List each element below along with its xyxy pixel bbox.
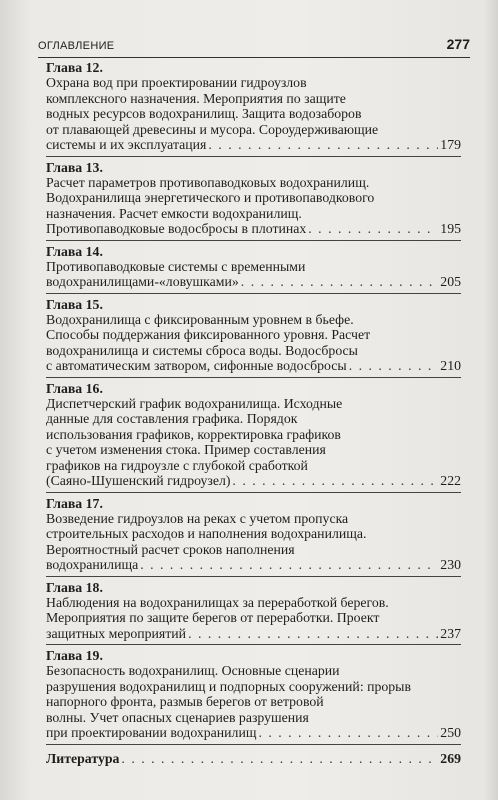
dot-leader bbox=[349, 358, 439, 374]
chapter-title-line: от плавающей древесины и мусора. Сороудерживающие bbox=[46, 121, 379, 137]
chapter-heading: Глава 14. bbox=[46, 243, 103, 259]
header-divider bbox=[38, 57, 470, 58]
chapter-divider bbox=[46, 240, 461, 241]
chapter-title-line: Диспетчерский график водохранилища. Исходные bbox=[46, 395, 343, 411]
chapter-title-line: водных ресурсов водохранилищ. Защита водозаборов bbox=[46, 106, 362, 121]
dot-leader bbox=[140, 557, 438, 573]
chapter-title-line: водохранилищами-«ловушками» bbox=[46, 274, 239, 289]
chapter-title-line: Водохранилища энергетического и противопаводкового bbox=[46, 190, 375, 205]
chapter-page-number: 179 bbox=[440, 137, 461, 152]
running-title: ОГЛАВЛЕНИЕ bbox=[38, 40, 115, 52]
toc-chapter bbox=[46, 381, 461, 493]
chapter-divider bbox=[46, 576, 461, 577]
chapter-heading: Глава 17. bbox=[46, 495, 103, 511]
chapter-title-line: строительных расходов и наполнения водохранилища. bbox=[46, 526, 367, 541]
chapter-title-line: системы и их эксплуатация bbox=[46, 137, 207, 152]
toc-entry-line bbox=[46, 137, 461, 153]
chapter-page-number: 195 bbox=[440, 221, 461, 236]
chapter-divider bbox=[46, 377, 461, 378]
chapter-title-line: Водохранилища с фиксированным уровнем в бьефе. bbox=[46, 311, 354, 327]
chapter-page-number: 237 bbox=[440, 625, 461, 641]
chapter-page-number: 222 bbox=[440, 473, 461, 488]
chapter-title-line: использования графиков, корректировка графиков bbox=[46, 426, 341, 442]
chapter-title-line: водохранилища bbox=[46, 557, 139, 572]
chapter-heading: Глава 16. bbox=[46, 380, 103, 396]
literature-entry bbox=[46, 751, 461, 767]
toc-chapter bbox=[46, 160, 461, 241]
chapter-title-line: защитных мероприятий bbox=[46, 625, 187, 641]
chapter-title-line: с учетом изменения стока. Пример составления bbox=[46, 442, 326, 457]
chapter-title-line: комплексного назначения. Мероприятия по защите bbox=[46, 90, 346, 106]
chapter-title-line: с автоматическим затвором, сифонные водосбросы bbox=[46, 358, 347, 373]
toc-entry-line bbox=[46, 473, 461, 489]
chapter-page-number: 250 bbox=[440, 725, 461, 740]
dot-leader bbox=[121, 751, 438, 767]
chapter-title-line: Наблюдения на водохранилищах за переработкой берегов. bbox=[46, 594, 389, 610]
toc-entry-line bbox=[46, 725, 461, 741]
chapter-page-number: 205 bbox=[440, 274, 461, 289]
page-header bbox=[38, 36, 470, 54]
table-of-contents bbox=[46, 60, 461, 766]
chapter-page-number: 230 bbox=[440, 557, 461, 572]
chapter-title-line: графиков на гидроузле с глубокой сработкой bbox=[46, 457, 308, 473]
chapter-title-line: данные для составления графика. Порядок bbox=[46, 411, 298, 426]
toc-entry-line bbox=[46, 358, 461, 374]
dot-leader bbox=[232, 473, 438, 489]
chapter-divider bbox=[46, 492, 461, 493]
toc-chapter bbox=[46, 60, 461, 157]
chapter-heading: Глава 19. bbox=[46, 648, 103, 663]
dot-leader bbox=[308, 221, 438, 237]
page-number: 277 bbox=[446, 36, 470, 52]
chapter-title-line: разрушения водохранилищ и подпорных сооружений: прорыв bbox=[46, 678, 411, 694]
dot-leader bbox=[258, 725, 438, 741]
literature-page-number: 269 bbox=[440, 750, 461, 766]
toc-entry-line bbox=[46, 626, 461, 642]
toc-chapter bbox=[46, 244, 461, 294]
toc-chapter bbox=[46, 580, 461, 646]
chapter-heading: Глава 18. bbox=[46, 579, 103, 595]
dot-leader bbox=[208, 137, 438, 153]
literature-label: Литература bbox=[46, 750, 120, 766]
chapter-title-line: водохранилища и системы сброса воды. Водосбросы bbox=[46, 342, 358, 358]
chapter-divider bbox=[46, 293, 461, 294]
toc-chapter bbox=[46, 648, 461, 745]
toc-entry-line bbox=[46, 221, 461, 237]
chapter-title-line: при проектировании водохранилищ bbox=[46, 725, 257, 740]
toc-chapter bbox=[46, 496, 461, 577]
chapter-title-line: напорного фронта, размыв берегов от ветровой bbox=[46, 694, 324, 709]
chapter-heading: Глава 13. bbox=[46, 159, 103, 175]
chapter-title-line: Противопаводковые водосбросы в плотинах bbox=[46, 221, 307, 236]
chapter-heading: Глава 15. bbox=[46, 296, 103, 312]
chapter-title-line: волны. Учет опасных сценариев разрушения bbox=[46, 709, 309, 725]
chapter-divider bbox=[46, 644, 461, 645]
chapter-title-line: Расчет параметров противопаводковых водохранилищ. bbox=[46, 174, 370, 190]
chapter-title-line: Способы поддержания фиксированного уровня. Расчет bbox=[46, 327, 371, 342]
chapter-title-line: Безопасность водохранилищ. Основные сценарии bbox=[46, 663, 340, 678]
chapter-title-line: Мероприятия по защите берегов от переработки. Проект bbox=[46, 610, 380, 625]
toc-entry-line bbox=[46, 274, 461, 290]
dot-leader bbox=[188, 626, 438, 642]
toc-chapter bbox=[46, 297, 461, 378]
toc-entry-line bbox=[46, 557, 461, 573]
chapter-title-line: назначения. Расчет емкости водохранилищ. bbox=[46, 205, 302, 221]
chapter-heading: Глава 12. bbox=[46, 60, 103, 75]
chapter-title-line: Охрана вод при проектировании гидроузлов bbox=[46, 75, 307, 90]
chapter-divider bbox=[46, 156, 461, 157]
chapter-title-line: Противопаводковые системы с временными bbox=[46, 258, 306, 274]
chapter-divider bbox=[46, 744, 461, 745]
dot-leader bbox=[241, 274, 439, 290]
chapter-title-line: Возведение гидроузлов на реках с учетом пропуска bbox=[46, 510, 349, 526]
chapter-title-line: Вероятностный расчет сроков наполнения bbox=[46, 541, 295, 557]
chapter-page-number: 210 bbox=[440, 358, 461, 373]
chapter-title-line: (Саяно-Шушенский гидроузел) bbox=[46, 473, 231, 488]
